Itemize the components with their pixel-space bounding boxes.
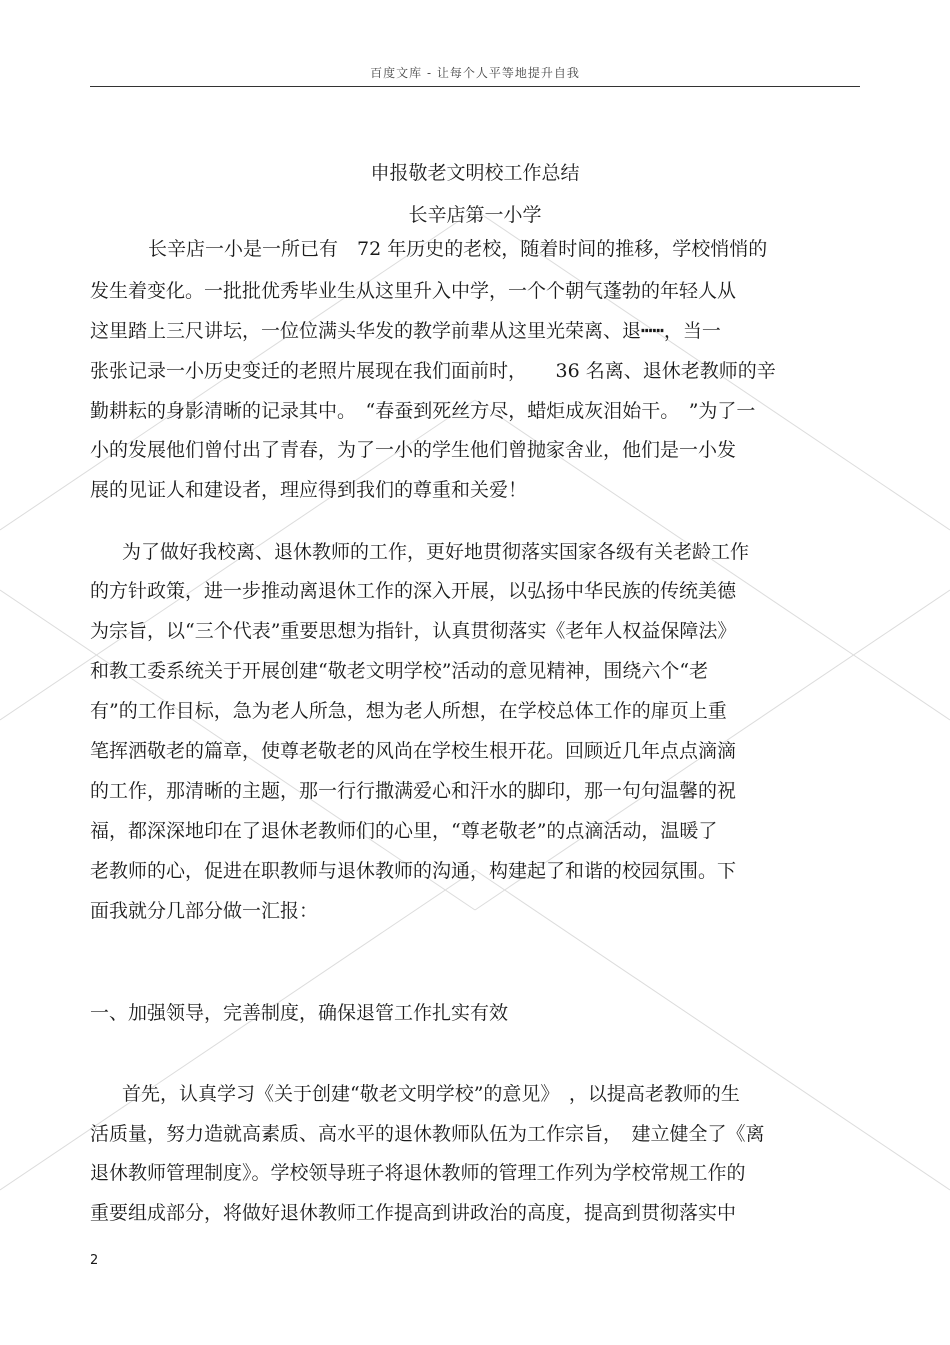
paragraph-line: 张张记录一小历史变迁的老照片展现在我们面前时， 36 名离、退休老教师的辛 bbox=[90, 360, 776, 382]
paragraph-line: 笔挥洒敬老的篇章，使尊老敬老的风尚在学校生根开花。回顾近几年点点滴滴 bbox=[90, 740, 737, 762]
paragraph-line: 发生着变化。一批批优秀毕业生从这里升入中学，一个个朝气蓬勃的年轻人从 bbox=[90, 280, 737, 302]
document-title: 申报敬老文明校工作总结 bbox=[370, 162, 580, 184]
paragraph-line: 福，都深深地印在了退休老教师们的心里，“尊老敬老”的点滴活动，温暖了 bbox=[90, 820, 718, 842]
page-number: 2 bbox=[90, 1253, 99, 1268]
paragraph-line: 首先，认真学习《关于创建“敬老文明学校”的意见》 ，以提高老教师的生 bbox=[122, 1083, 740, 1105]
paragraph-line: 的方针政策，进一步推动离退休工作的深入开展，以弘扬中华民族的传统美德 bbox=[90, 580, 737, 602]
paragraph-line: 勤耕耘的身影清晰的记录其中。 “春蚕到死丝方尽，蜡炬成灰泪始干。 ”为了一 bbox=[90, 400, 756, 422]
document-subtitle: 长辛店第一小学 bbox=[408, 204, 542, 226]
paragraph-line: 这里踏上三尺讲坛，一位位满头华发的教学前辈从这里光荣离、退┅┅，当一 bbox=[90, 320, 721, 342]
paragraph-line: 退休教师管理制度》。学校领导班子将退休教师的管理工作列为学校常规工作的 bbox=[90, 1162, 746, 1184]
section-heading: 一、加强领导，完善制度，确保退管工作扎实有效 bbox=[90, 1002, 509, 1024]
paragraph-line: 为了做好我校离、退休教师的工作，更好地贯彻落实国家各级有关老龄工作 bbox=[122, 541, 750, 563]
paragraph-line: 的工作，那清晰的主题，那一行行撒满爱心和汗水的脚印，那一句句温馨的祝 bbox=[90, 780, 737, 802]
paragraph-line: 重要组成部分，将做好退休教师工作提高到讲政治的高度，提高到贯彻落实中 bbox=[90, 1202, 737, 1224]
paragraph-line: 为宗旨，以“三个代表”重要思想为指针，认真贯彻落实《老年人权益保障法》 bbox=[90, 620, 737, 642]
paragraph-line: 小的发展他们曾付出了青春，为了一小的学生他们曾抛家舍业，他们是一小发 bbox=[90, 439, 737, 461]
paragraph-line: 展的见证人和建设者，理应得到我们的尊重和关爱！ bbox=[90, 479, 528, 501]
paragraph-line: 老教师的心，促进在职教师与退休教师的沟通，构建起了和谐的校园氛围。下 bbox=[90, 860, 737, 882]
header-divider bbox=[90, 86, 860, 87]
page-header: 百度文库 - 让每个人平等地提升自我 bbox=[370, 66, 580, 80]
paragraph-line: 有”的工作目标，急为老人所急，想为老人所想，在学校总体工作的扉页上重 bbox=[90, 700, 727, 722]
paragraph-line: 面我就分几部分做一汇报： bbox=[90, 900, 319, 922]
paragraph-line: 长辛店一小是一所已有 72 年历史的老校，随着时间的推移，学校悄悄的 bbox=[148, 238, 768, 260]
paragraph-line: 活质量，努力造就高素质、高水平的退休教师队伍为工作宗旨， 建立健全了《离 bbox=[90, 1123, 765, 1145]
paragraph-line: 和教工委系统关于开展创建“敬老文明学校”活动的意见精神，围绕六个“老 bbox=[90, 660, 709, 682]
